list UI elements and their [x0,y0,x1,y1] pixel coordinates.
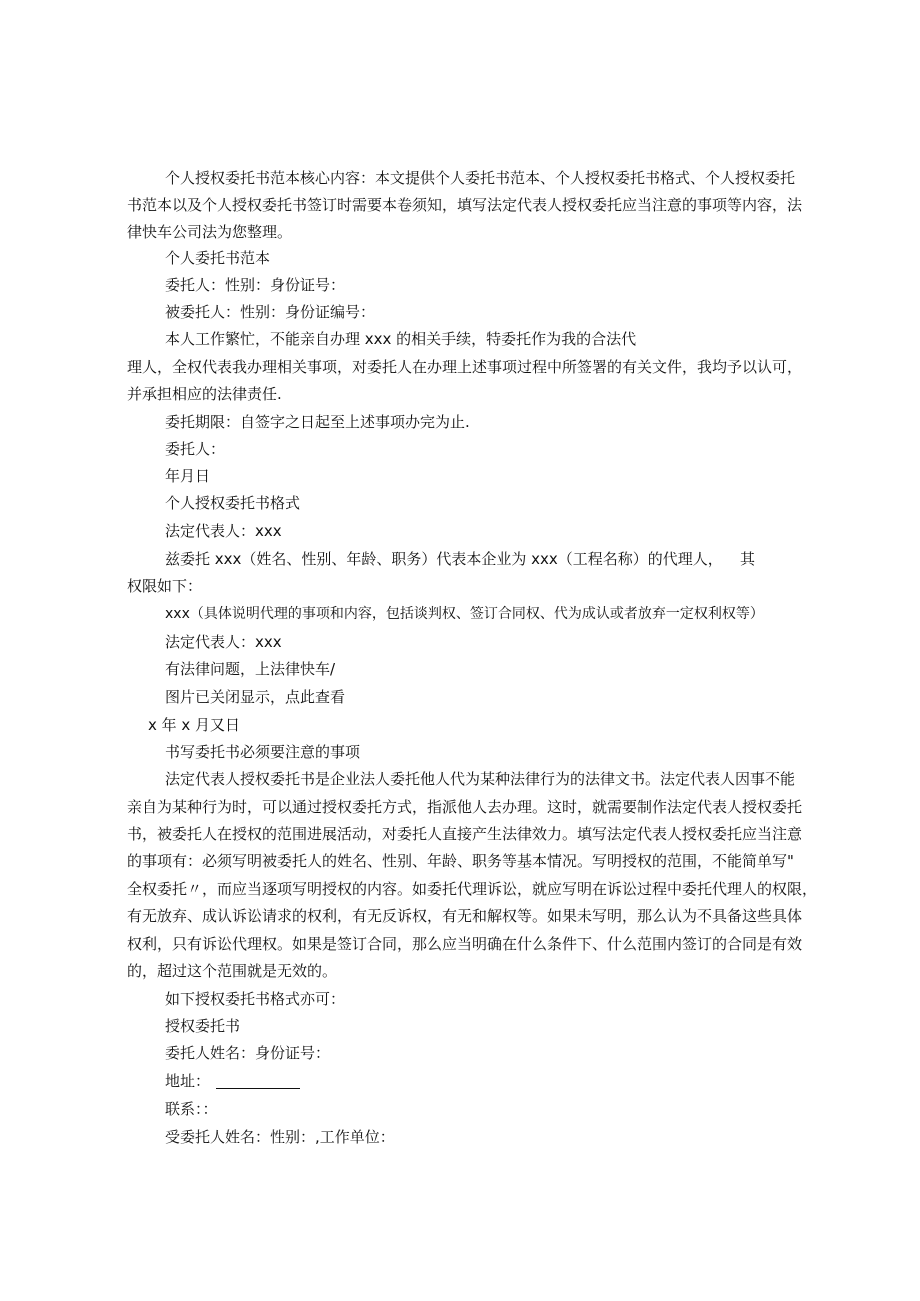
legal-rep-line-2: 法定代表人：xxx [165,633,282,651]
section3-body-line-4: 的事项有：必须写明被委托人的姓名、性别、年龄、职务等基本情况。写明授权的范围，不能简单写" [127,852,794,870]
authority-detail: xxx（具体说明代理的事项和内容，包括谈判权、签订合同权、代为成认或者放弃一定权利权等） [165,606,764,622]
form-address-line [165,1068,300,1095]
legal-link-line[interactable]: 有法律问题，上法律快车/ [165,660,336,678]
section3-body-line-2: 亲自为某种行为时，可以通过授权委托方式，指派他人去办理。这时，就需要制作法定代表人授权委托 [127,798,803,816]
legal-rep-line: 法定代表人：xxx [165,522,282,540]
form-contact-line: 联系：： [165,1100,218,1118]
intro-line-2: 书范本以及个人授权委托书签订时需要本卷须知，填写法定代表人授权委托应当注意的事项等内容，法 [127,196,803,214]
section1-body-line-2: 理人，全权代表我办理相关事项，对委托人在办理上述事项过程中所签署的有关文件，我均予以认可， [127,358,803,376]
section1-body-line-1: 本人工作繁忙，不能亲自办理 xxx 的相关手续，特委托作为我的合法代 [165,330,637,348]
authority-line: 权限如下： [127,577,203,595]
intro-line-1: 个人授权委托书范本核心内容：本文提供个人委托书范本、个人授权委托书格式、个人授权委托 [165,169,796,187]
section3-body-line-1: 法定代表人授权委托书是企业法人委托他人代为某种法律行为的法律文书。法定代表人因事不能 [165,770,796,788]
authorization-line-right: 其 [740,550,756,568]
section2-date: x 年 x 月又日 [148,716,241,734]
date-line: 年月日 [165,467,211,485]
section2-title: 个人授权委托书格式 [165,494,301,512]
intro-line-3: 律快车公司法为您整理。 [127,223,293,241]
form-principal-line: 委托人姓名：身份证号： [165,1044,331,1062]
principal-line: 委托人：性别：身份证号： [165,276,346,294]
form-address-label: 地址： [165,1072,211,1090]
section1-title: 个人委托书范本 [165,249,271,267]
signature-line: 委托人： [165,440,226,458]
section3-body-line-7: 权利，只有诉讼代理权。如果是签订合同，那么应当明确在什么条件下、什么范围内签订的合同是有效 [127,935,803,953]
agent-line: 被委托人：性别：身份证编号： [165,303,376,321]
section3-body-line-6: 有无放弃、成认诉讼请求的权利，有无反诉权，有无和解权等。如果未写明，那么认为不具备这些具体 [127,907,803,925]
section3-body-line-3: 书，被委托人在授权的范围进展活动，对委托人直接产生法律效力。填写法定代表人授权委托应当注意 [127,825,803,843]
authorization-line-left: 兹委托 xxx（姓名、性别、年龄、职务）代表本企业为 xxx（工程名称）的代理人， [165,550,723,568]
form-title: 授权委托书 [165,1017,241,1035]
term-line: 委托期限：自签字之日起至上述事项办完为止. [165,413,470,431]
alt-format-line: 如下授权委托书格式亦可： [165,990,346,1008]
section3-title: 书写委托书必须要注意的事项 [165,743,361,761]
section1-body-line-3: 并承担相应的法律责任. [127,385,282,403]
section3-body-line-8: 的，超过这个范围就是无效的。 [127,962,338,980]
section3-body-line-5: 全权委托〃，而应当逐项写明授权的内容。如委托代理诉讼，就应写明在诉讼过程中委托代理人的权限， [127,880,818,898]
image-hidden-link[interactable]: 图片已关闭显示，点此查看 [165,688,346,706]
form-agent-line: 受委托人姓名：性别：,工作单位： [165,1128,395,1146]
address-blank [216,1074,300,1089]
